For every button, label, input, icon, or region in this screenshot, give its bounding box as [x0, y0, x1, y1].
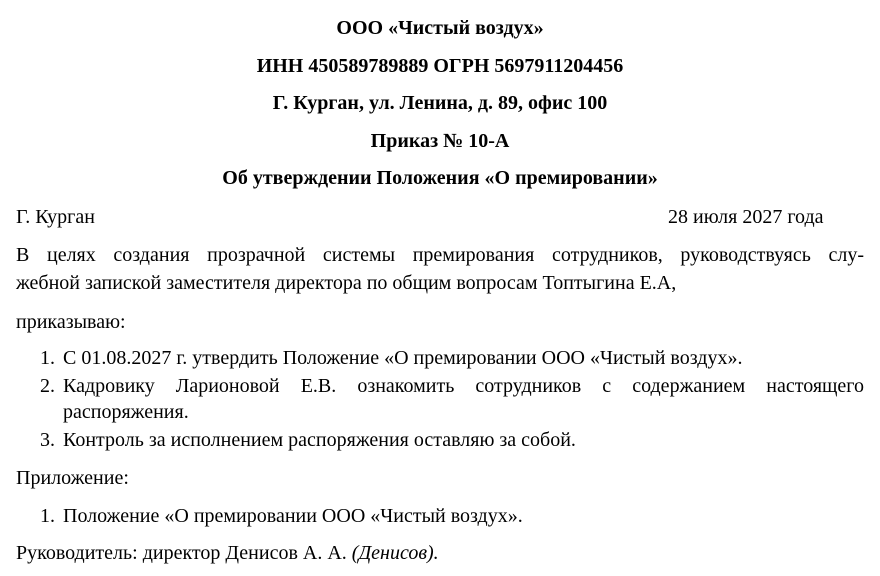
- preamble-line-2: жебной запиской заместителя директора по общим вопросам Топтыгина Е.А,: [16, 272, 677, 294]
- item-number: 2.: [40, 375, 55, 397]
- signature-mark: (Денисов).: [351, 542, 439, 564]
- item-number: 1.: [40, 347, 55, 369]
- signature-text: Руководитель: директор Денисов А. А.: [16, 542, 347, 564]
- company-registration: ИНН 450589789889 ОГРН 5697911204456: [256, 55, 624, 77]
- company-name: ООО «Чистый воздух»: [336, 17, 544, 39]
- item-text: С 01.08.2027 г. утвердить Положение «О премировании ООО «Чистый воздух».: [63, 347, 743, 369]
- order-subject: Об утверждении Положения «О премировании»: [222, 167, 658, 189]
- item-number: 3.: [40, 429, 55, 451]
- attachment-label: Приложение:: [16, 467, 129, 489]
- order-date: 28 июля 2027 года: [668, 206, 824, 228]
- attachment-item-text: Положение «О премировании ООО «Чистый воздух».: [63, 505, 523, 527]
- preamble-line-1: В целях создания прозрачной системы премирования сотрудников, руководствуясь слу-: [16, 244, 864, 266]
- company-address: Г. Курган, ул. Ленина, д. 89, офис 100: [272, 92, 608, 114]
- order-number: Приказ № 10-А: [370, 130, 510, 152]
- attachment-item-number: 1.: [40, 505, 55, 527]
- order-city: Г. Курган: [16, 206, 95, 228]
- item-text: Контроль за исполнением распоряжения оставляю за собой.: [63, 429, 576, 451]
- item-text: Кадровику Ларионовой Е.В. ознакомить сотрудников с содержанием настоящего: [63, 375, 864, 397]
- item-text-continuation: распоряжения.: [63, 401, 189, 423]
- order-word: приказываю:: [16, 311, 126, 333]
- signature-line: [16, 541, 439, 565]
